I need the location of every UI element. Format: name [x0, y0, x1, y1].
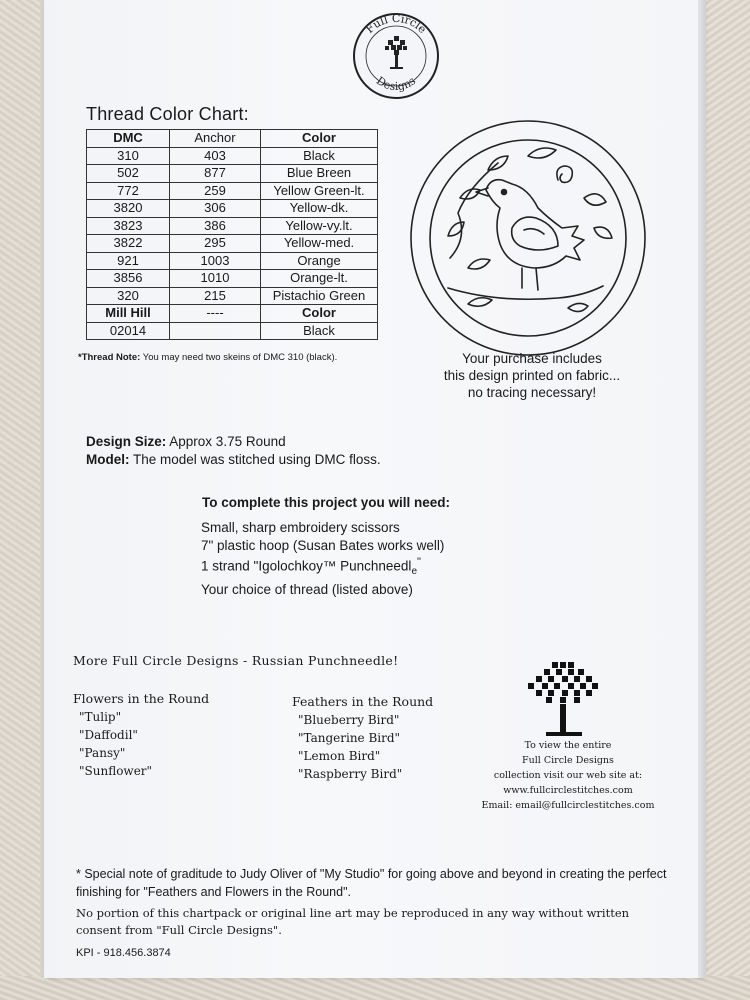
purchase-line-3: no tracing necessary! — [467, 385, 597, 400]
list-item-text: 1 strand "Igolochkoy™ Punchneedl — [201, 558, 412, 574]
list-item: "Raspberry Bird" — [298, 767, 403, 781]
list-item: "Sunflower" — [79, 764, 153, 778]
table-row — [87, 165, 378, 183]
table-row — [87, 235, 378, 253]
table-row — [87, 182, 378, 200]
color-cell: Yellow Green-lt. — [261, 182, 378, 200]
dmc-cell: 3822 — [87, 235, 170, 253]
thread-note-label: *Thread Note: — [78, 352, 141, 363]
site-line-3: collection visit our web site at: — [493, 770, 643, 781]
dmc-cell: 921 — [87, 252, 170, 270]
table-row — [87, 270, 378, 288]
mill-hill-cell: 02014 — [87, 322, 170, 340]
color-cell: Black — [261, 147, 378, 165]
list-item-subscript: e — [411, 566, 417, 578]
list-item: 7" plastic hoop (Susan Bates works well) — [201, 537, 445, 553]
anchor-cell: 215 — [170, 287, 261, 305]
copyright-notice: No portion of this chartpack or original line art may be reproduced in any way without written consent from "Full Circle Designs". — [76, 906, 630, 937]
list-item: "Pansy" — [79, 746, 126, 760]
anchor-cell: 306 — [170, 200, 261, 218]
design-size-value: Approx 3.75 Round — [166, 434, 286, 449]
color-cell: Black — [261, 322, 378, 340]
purchase-line-2: this design printed on fabric... — [443, 368, 621, 383]
more-designs-title: More Full Circle Designs - Russian Punchneedle! — [73, 653, 399, 668]
color-cell: Yellow-dk. — [261, 200, 378, 218]
color-cell: Yellow-vy.lt. — [261, 217, 378, 235]
list-item: "Tulip" — [79, 710, 122, 724]
color-cell: Orange — [261, 252, 378, 270]
website-url: www.fullcirclestitches.com — [503, 785, 633, 796]
bird-design-line-art — [408, 118, 648, 358]
color-cell: Blue Breen — [261, 165, 378, 183]
sheet-edge — [698, 0, 706, 978]
flowers-in-the-round-list — [73, 690, 209, 780]
thread-note — [78, 352, 337, 363]
list-item: "Daffodil" — [79, 728, 138, 742]
site-line-1: To view the entire — [524, 740, 612, 751]
list-item: "Blueberry Bird" — [298, 713, 400, 727]
table-row — [87, 147, 378, 165]
list-item: "Lemon Bird" — [298, 749, 381, 763]
color-cell: Yellow-med. — [261, 235, 378, 253]
anchor-cell: 877 — [170, 165, 261, 183]
list-item: "Tangerine Bird" — [298, 731, 401, 745]
anchor-cell: 259 — [170, 182, 261, 200]
kpi-phone: KPI - 918.456.3874 — [76, 947, 171, 959]
svg-text:Designs: Designs — [373, 74, 419, 94]
list-item: Small, sharp embroidery scissors — [201, 520, 400, 535]
list-item-quote: " — [417, 556, 421, 568]
column-header-blank: ---- — [170, 305, 261, 323]
column-header-dmc: DMC — [87, 130, 170, 148]
anchor-cell: 386 — [170, 217, 261, 235]
feathers-header: Feathers in the Round — [292, 694, 434, 709]
column-header-anchor: Anchor — [170, 130, 261, 148]
table-row — [87, 287, 378, 305]
table-row — [87, 322, 378, 340]
anchor-cell: 1010 — [170, 270, 261, 288]
anchor-cell: 1003 — [170, 252, 261, 270]
table-header-row — [87, 130, 378, 148]
need-list — [201, 519, 444, 598]
column-header-mill-hill: Mill Hill — [87, 305, 170, 323]
column-header-color: Color — [261, 305, 378, 323]
design-size-label: Design Size: — [86, 434, 167, 449]
dmc-cell: 3823 — [87, 217, 170, 235]
model-label: Model: — [86, 452, 130, 467]
dmc-cell: 310 — [87, 147, 170, 165]
table-row — [87, 217, 378, 235]
dmc-cell: 320 — [87, 287, 170, 305]
email-address: Email: email@fullcirclestitches.com — [481, 800, 655, 811]
list-item: Your choice of thread (listed above) — [201, 581, 413, 597]
anchor-cell: 295 — [170, 235, 261, 253]
tree-logo-icon — [522, 660, 606, 740]
thread-note-text: You may need two skeins of DMC 310 (black). — [140, 352, 338, 363]
site-line-2: Full Circle Designs — [522, 755, 614, 766]
thread-color-table — [86, 129, 378, 340]
purchase-note — [416, 350, 648, 401]
table-row — [87, 252, 378, 270]
purchase-line-1: Your purchase includes — [462, 351, 602, 366]
list-item — [201, 554, 444, 581]
anchor-cell — [170, 322, 261, 340]
carpet-background-bottom — [0, 976, 750, 1000]
dmc-cell: 772 — [87, 182, 170, 200]
dmc-cell: 502 — [87, 165, 170, 183]
column-header-color: Color — [261, 130, 378, 148]
carpet-background-right — [700, 0, 750, 1000]
table-row — [87, 200, 378, 218]
mill-hill-header-row — [87, 305, 378, 323]
design-info — [86, 433, 381, 469]
special-note: * Special note of graditude to Judy Oliver of "My Studio" for going above and beyond in creating the perfect finishing for "Feathers and Flowers in the Round". — [76, 867, 667, 899]
thread-color-chart-title: Thread Color Chart: — [86, 104, 249, 124]
website-info — [470, 738, 666, 813]
color-cell: Pistachio Green — [261, 287, 378, 305]
flowers-header: Flowers in the Round — [73, 691, 210, 706]
dmc-cell: 3820 — [87, 200, 170, 218]
dmc-cell: 3856 — [87, 270, 170, 288]
anchor-cell: 403 — [170, 147, 261, 165]
feathers-in-the-round-list — [292, 693, 433, 783]
svg-text:Full Circle: Full Circle — [363, 12, 429, 36]
color-cell: Orange-lt. — [261, 270, 378, 288]
need-list-title: To complete this project you will need: — [202, 495, 451, 510]
carpet-background-left — [0, 0, 40, 1000]
model-value: The model was stitched using DMC floss. — [129, 452, 381, 467]
full-circle-designs-logo — [352, 12, 440, 100]
